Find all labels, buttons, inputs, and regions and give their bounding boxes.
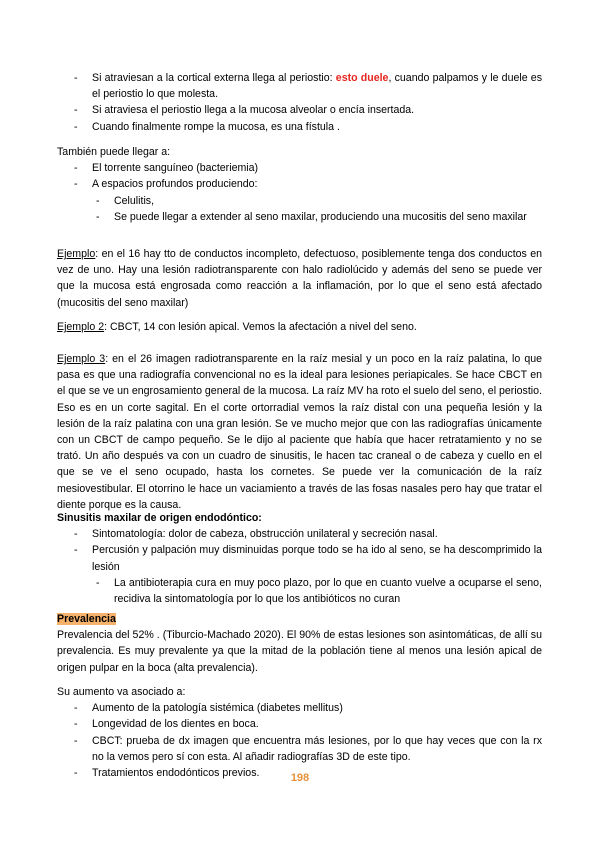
paragraph: Su aumento va asociado a: xyxy=(57,686,186,698)
sub-list-item: - Celulitis, xyxy=(96,194,155,207)
ejemplo-3-paragraph: Ejemplo 3: en el 26 imagen radiotransparente en la raíz mesial y un poco en la raíz palatina, lo que pasa es que una radiografía convencional no es la ideal para lesiones periapicales. Se hace CBCT en el que se ve un engrosamiento general de la mucosa. La raíz MV ha roto el suelo del seno, el periostio. Eso es en un corte sagital. En el corte ortorradial vemos la raíz distal con una pequeña lesión y la lesión de la raíz palatina con una gran lesión. Se ve mucho mejor que con las radiografías únicamente con un CBCT de campo pequeño. Se le dijo al paciente que había que hacer retratamiento y no se trató. Un año después va con un cuadro de sinusitis, le hacen tac craneal o de cabeza y cuello en el que se ve el seno ocupado, hasta los cornetes. Se puede ver la comunicación de la raíz mesiovestibular. El otorrino le hace un vaciamiento a través de las fosas nasales pero hay que tratar el diente porque es la causa. xyxy=(57,353,542,511)
list-item: - Longevidad de los dientes en boca. xyxy=(74,718,259,731)
list-item: - Aumento de la patología sistémica (diabetes mellitus) xyxy=(74,702,343,715)
list-item: - Tratamientos endodónticos previos. xyxy=(74,767,260,780)
ejemplo-1-paragraph: Ejemplo: en el 16 hay tto de conductos incompleto, defectuoso, posiblemente tenga dos conductos en vez de uno. Hay una lesión radiotransparente con halo radiolúcido y además del seno se puede ver que la mucosa está engrosada como reacción a la inflamación, por lo que el seno está afectado (mucositis del seno maxilar) xyxy=(57,248,542,309)
top-list xyxy=(57,70,542,135)
list-item: - Si atraviesa el periostio llega a la mucosa alveolar o encía insertada. xyxy=(74,104,415,117)
paragraph: Prevalencia del 52% . (Tiburcio-Machado 2020). El 90% de estas lesiones son asintomáticas, de allí su prevalencia. Es muy prevalente ya que la mitad de la población tiene al menos una lesión apical de origen pulpar en la boca (alta prevalencia). xyxy=(57,629,542,674)
section-heading: Sinusitis maxilar de origen endodóntico: xyxy=(57,512,262,524)
list-item: - Cuando finalmente rompe la mucosa, es una fístula . xyxy=(74,120,340,133)
list-item: - Sintomatología: dolor de cabeza, obstrucción unilateral y secreción nasal. xyxy=(74,528,438,541)
page-number: 198 xyxy=(290,772,310,784)
list-item: - CBCT: prueba de dx imagen que encuentra más lesiones, por lo que hay veces que con la rx no la vemos pero sí con esta. Al añadir radiografías 3D de este tipo. xyxy=(74,734,542,763)
prevalencia-section xyxy=(57,611,542,676)
list-item: - Percusión y palpación muy disminuidas porque todo se ha ido al seno, se ha descomprimido la lesión xyxy=(74,544,542,573)
paragraph: También puede llegar a: xyxy=(57,146,171,158)
tambien-section xyxy=(57,144,542,225)
list-item: - El torrente sanguíneo (bacteriemia) xyxy=(74,162,259,175)
ejemplo-2-paragraph: Ejemplo 2: CBCT, 14 con lesión apical. Vemos la afectación a nivel del seno. xyxy=(57,321,417,333)
sinusitis-section xyxy=(57,510,542,607)
aumento-section xyxy=(57,684,542,781)
list-item: - Si atraviesan a la cortical externa llega al periostio: esto duele, cuando palpamos y le duele es el periostio lo que molesta. xyxy=(74,72,542,101)
ejemplo-label: Ejemplo 3 xyxy=(57,353,106,365)
ejemplo-label: Ejemplo 2 xyxy=(57,321,105,333)
section-heading: Prevalencia xyxy=(57,613,116,625)
ejemplo-label: Ejemplo xyxy=(57,248,96,260)
sub-list-item: - La antibioterapia cura en muy poco plazo, por lo que en cuanto vuelve a ocuparse el seno, recidiva la sintomatología por lo que los antibióticos no curan xyxy=(96,576,542,606)
list-item: - A espacios profundos produciendo: xyxy=(74,178,258,191)
sub-list-item: - Se puede llegar a extender al seno maxilar, produciendo una mucositis del seno maxilar xyxy=(96,210,527,223)
highlight-text: esto duele xyxy=(335,72,389,84)
